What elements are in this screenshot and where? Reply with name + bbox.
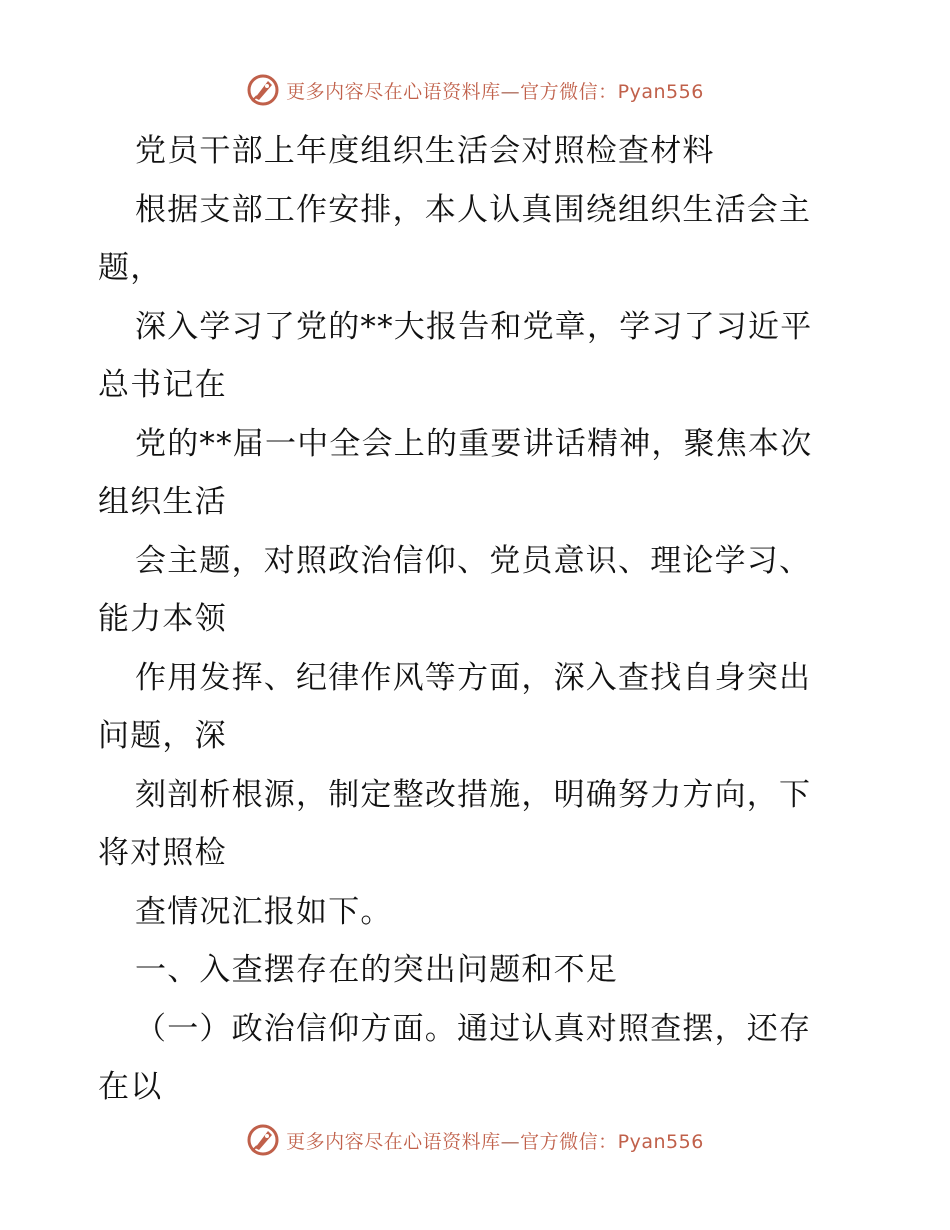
banner-separator: — [500,1130,521,1153]
paragraph-line: 能力本领 [98,601,227,637]
paragraph-line: 组织生活 [98,484,227,520]
paragraph-line: 党的**届一中全会上的重要讲话精神，聚焦本次 [135,425,813,462]
paragraph-line: 刻剖析根源，制定整改措施，明确努力方向，下 [135,776,812,813]
paragraph-line: 将对照检 [98,835,227,871]
pen-nib-logo-icon [246,73,280,107]
pen-nib-logo-icon [246,1123,280,1157]
banner-site-text: 更多内容尽在心语资料库 [286,1130,501,1153]
paragraph-line: 根据支部工作安排，本人认真围绕组织生活会主 [135,191,812,228]
banner-separator: — [500,80,521,103]
banner-contact-text: 官方微信：Pyan556 [520,80,704,103]
subsection-heading: （一）政治信仰方面。通过认真对照查摆，还存 [135,1010,812,1047]
banner-site-text: 更多内容尽在心语资料库 [286,80,501,103]
paragraph-line: 总书记在 [98,367,227,403]
footer-banner [0,1120,950,1160]
paragraph-line: 在以 [98,1069,163,1105]
paragraph-line: 作用发挥、纪律作风等方面，深入查找自身突出 [135,659,812,696]
paragraph-line: 题， [98,250,163,286]
document-body [98,122,858,1117]
paragraph-line: 问题，深 [98,718,227,754]
document-title: 党员干部上年度组织生活会对照检查材料 [135,133,715,169]
header-banner [0,70,950,110]
paragraph-line: 深入学习了党的**大报告和党章，学习了习近平 [135,308,813,345]
section-heading: 一、入查摆存在的突出问题和不足 [135,952,618,988]
paragraph-line: 会主题，对照政治信仰、党员意识、理论学习、 [135,542,812,579]
paragraph-line: 查情况汇报如下。 [135,893,393,930]
banner-contact-text: 官方微信：Pyan556 [520,1130,704,1153]
